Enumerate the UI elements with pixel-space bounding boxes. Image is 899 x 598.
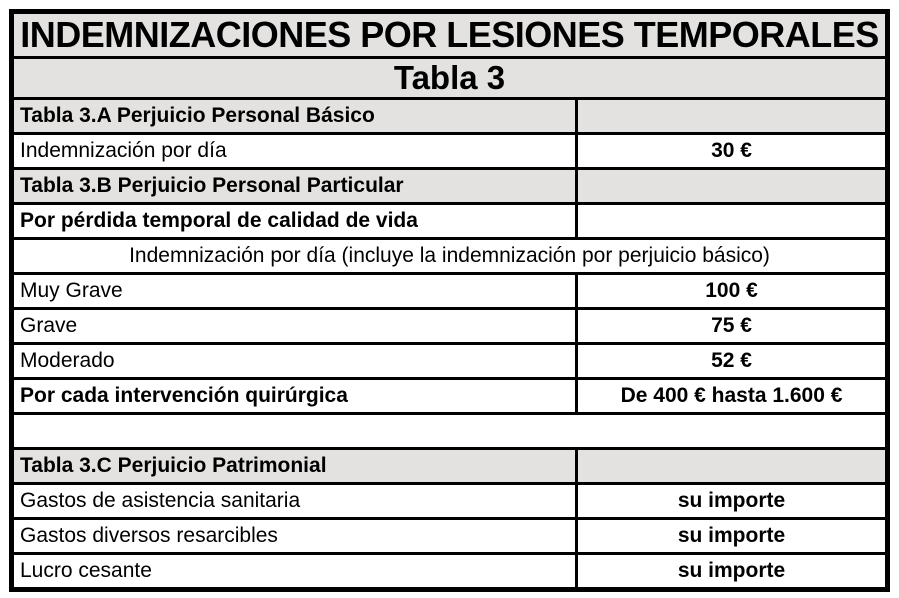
section-row-3a: [12, 98, 888, 133]
note-row-indemnizacion-incluye: [12, 238, 888, 273]
item-row-intervencion-quirurgica: [12, 378, 888, 413]
item-value: su importe: [577, 553, 888, 589]
item-label: Indemnización por día: [12, 133, 577, 168]
item-row-muy-grave: [12, 273, 888, 308]
item-row-perdida-temporal: [12, 203, 888, 238]
subtitle-row: [12, 58, 888, 99]
section-value-3a: [577, 98, 888, 133]
section-label-3c: Tabla 3.C Perjuicio Patrimonial: [12, 448, 577, 483]
item-value: 100 €: [577, 273, 888, 308]
section-value-3c: [577, 448, 888, 483]
table-subtitle: Tabla 3: [12, 58, 888, 99]
item-label: Moderado: [12, 343, 577, 378]
item-label: Gastos diversos resarcibles: [12, 518, 577, 553]
item-value: su importe: [577, 483, 888, 518]
item-row-gastos-asistencia: [12, 483, 888, 518]
item-value: 75 €: [577, 308, 888, 343]
indemnizaciones-table: [9, 9, 890, 592]
item-value: De 400 € hasta 1.600 €: [577, 378, 888, 413]
item-value: [577, 203, 888, 238]
item-label: Gastos de asistencia sanitaria: [12, 483, 577, 518]
item-label: Por pérdida temporal de calidad de vida: [12, 203, 577, 238]
item-value: 52 €: [577, 343, 888, 378]
section-value-3b: [577, 168, 888, 203]
item-row-moderado: [12, 343, 888, 378]
item-row-gastos-diversos: [12, 518, 888, 553]
item-label: Por cada intervención quirúrgica: [12, 378, 577, 413]
note-text: Indemnización por día (incluye la indemnización por perjuicio básico): [12, 238, 888, 273]
item-label: Muy Grave: [12, 273, 577, 308]
section-row-3b: [12, 168, 888, 203]
section-label-3b: Tabla 3.B Perjuicio Personal Particular: [12, 168, 577, 203]
item-row-grave: [12, 308, 888, 343]
item-label: Lucro cesante: [12, 553, 577, 589]
title-row: [12, 12, 888, 58]
spacer-cell: [12, 413, 888, 448]
item-row-lucro-cesante: [12, 553, 888, 589]
item-row-indemnizacion-dia: [12, 133, 888, 168]
item-value: su importe: [577, 518, 888, 553]
section-label-3a: Tabla 3.A Perjuicio Personal Básico: [12, 98, 577, 133]
item-label: Grave: [12, 308, 577, 343]
section-row-3c: [12, 448, 888, 483]
item-value: 30 €: [577, 133, 888, 168]
spacer-row: [12, 413, 888, 448]
table-title: INDEMNIZACIONES POR LESIONES TEMPORALES: [12, 12, 888, 58]
